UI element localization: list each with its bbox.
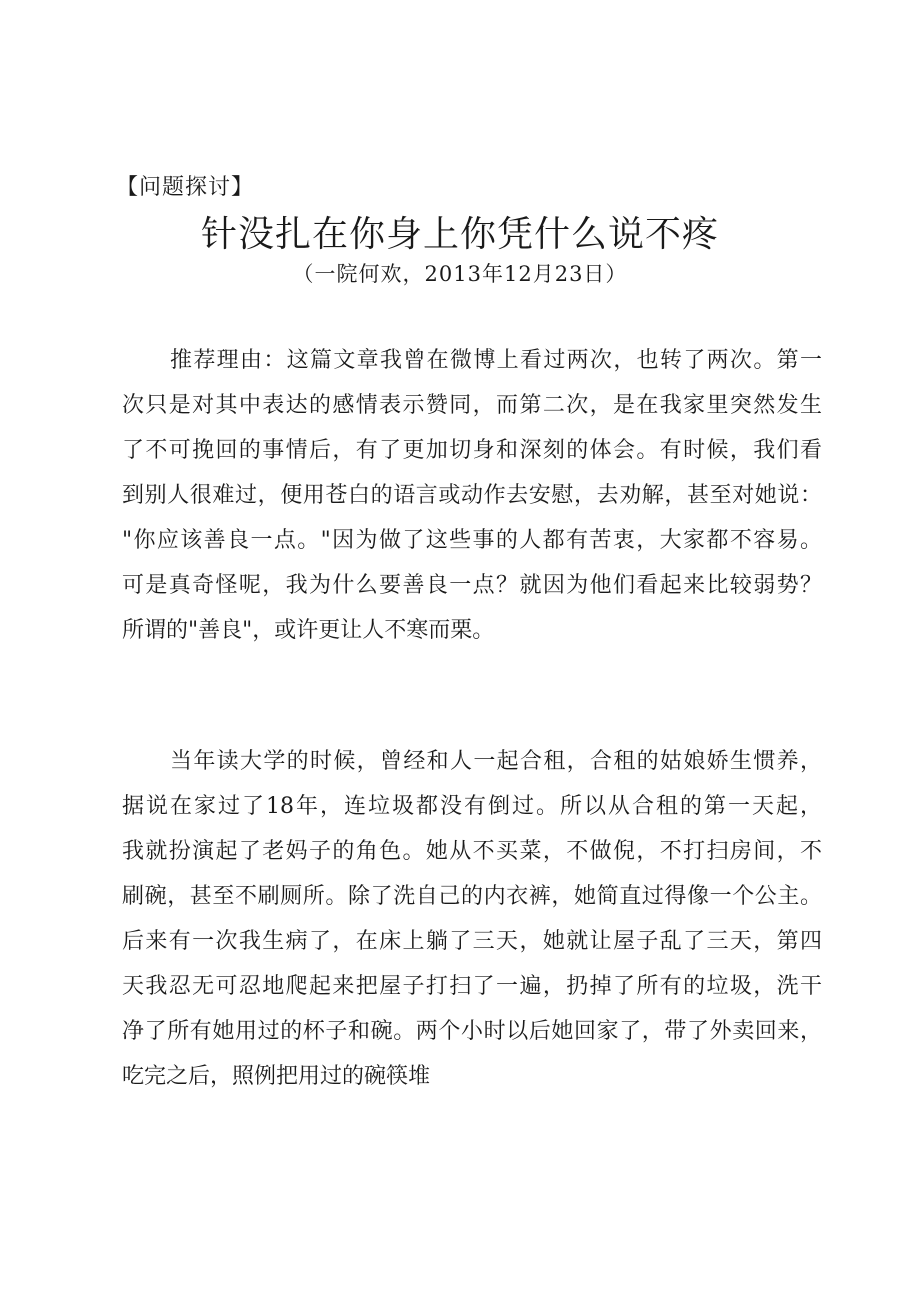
- paragraph-line: 了不可挽回的事情后，有了更加切身和深刻的体会。有时候，我们看: [122, 438, 822, 463]
- paragraph-line: 次只是对其中表达的感情表示赞同，而第二次，是在我家里突然发生: [122, 393, 822, 418]
- paragraph-line: 净了所有她用过的杯子和碗。两个小时以后她回家了，带了外卖回来，: [122, 1019, 822, 1044]
- article-title: 针没扎在你身上你凭什么说不疼: [200, 214, 719, 255]
- paragraph-line: 到别人很难过，便用苍白的语言或动作去安慰，去劝解，甚至对她说：: [122, 483, 822, 508]
- paragraph-line: "你应该善良一点。"因为做了这些事的人都有苦衷，大家都不容易。: [122, 528, 822, 553]
- paragraph-line: 据说在家过了18年，连垃圾都没有倒过。所以从合租的第一天起，: [122, 794, 822, 819]
- paragraph-line: 天我忍无可忍地爬起来把屋子打扫了一遍，扔掉了所有的垃圾，洗干: [122, 974, 822, 999]
- paragraph-line: 推荐理由：这篇文章我曾在微博上看过两次，也转了两次。第一: [170, 348, 822, 373]
- recommendation-paragraph: [122, 338, 822, 653]
- article-subtitle: （一院何欢，2013年12月23日）: [292, 262, 628, 286]
- story-paragraph: [122, 739, 822, 1099]
- paragraph-line: 后来有一次我生病了，在床上躺了三天，她就让屋子乱了三天，第四: [122, 929, 822, 954]
- paragraph-line: 我就扮演起了老妈子的角色。她从不买菜，不做倪，不打扫房间，不: [122, 839, 822, 864]
- paragraph-line: 可是真奇怪呢，我为什么要善良一点？就因为他们看起来比较弱势？: [122, 573, 822, 598]
- paragraph-line: 所谓的"善良"，或许更让人不寒而栗。: [122, 618, 495, 643]
- section-tag: 【问题探讨】: [116, 175, 255, 200]
- paragraph-line: 刷碗，甚至不刷厕所。除了洗自己的内衣裤，她简直过得像一个公主。: [122, 884, 822, 909]
- paragraph-line: 当年读大学的时候，曾经和人一起合租，合租的姑娘娇生惯养，: [170, 749, 822, 774]
- paragraph-line: 吃完之后，照例把用过的碗筷堆: [122, 1064, 431, 1089]
